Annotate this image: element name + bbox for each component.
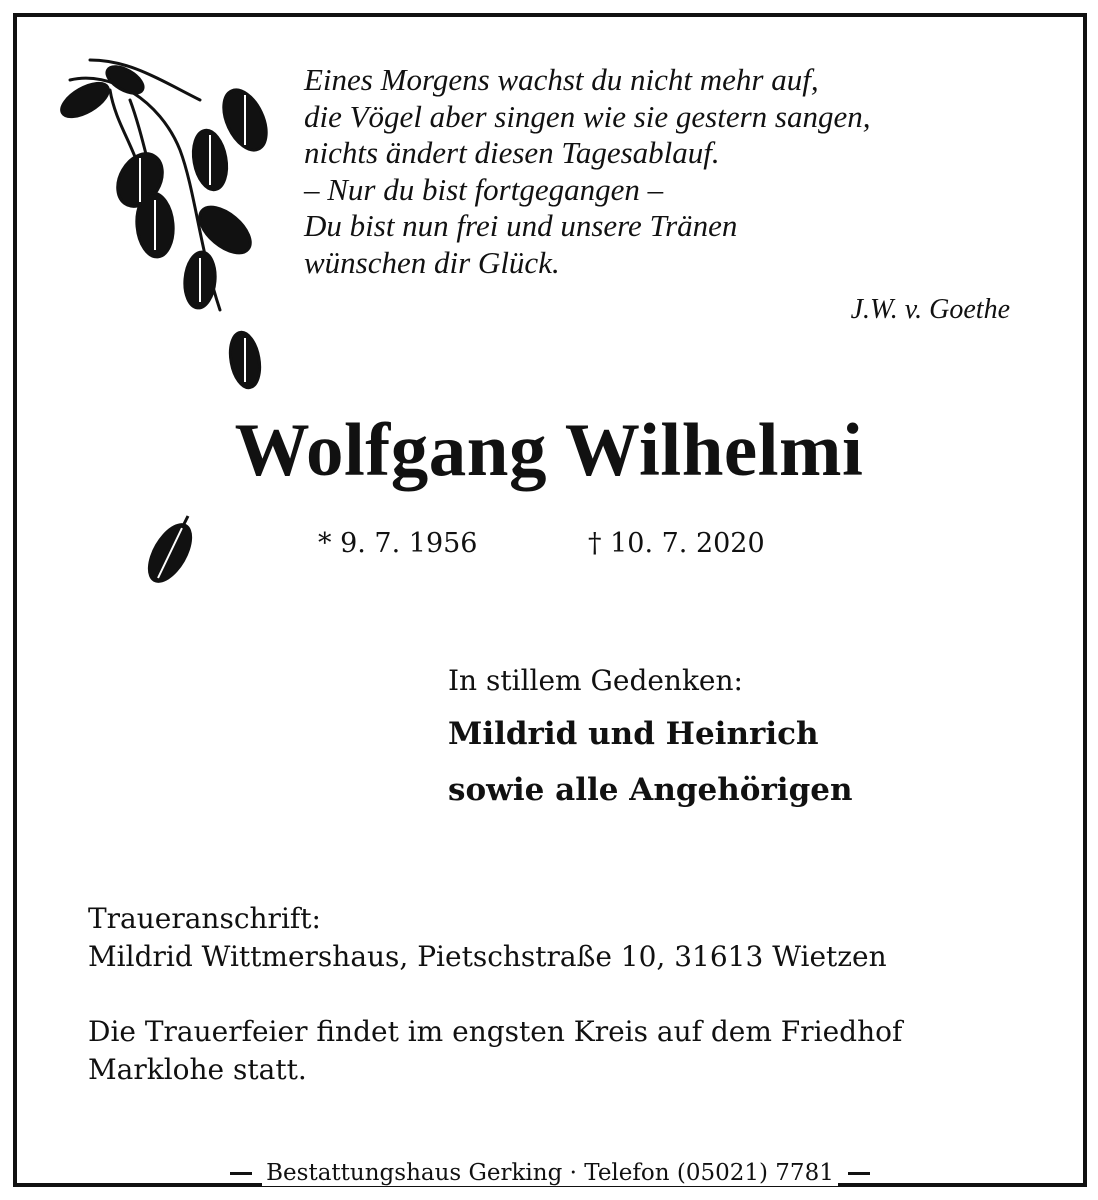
- ceremony-line: Marklohe statt.: [88, 1053, 307, 1086]
- mourners-relatives: sowie alle Angehörigen: [448, 772, 853, 808]
- funeral-home-contact: Bestattungshaus Gerking · Telefon (05021) 7781: [262, 1160, 838, 1186]
- death-date: † 10. 7. 2020: [588, 528, 765, 559]
- ceremony-info: [88, 1013, 902, 1089]
- poem-line: Du bist nun frei und unsere Tränen: [304, 208, 738, 243]
- poem: [304, 62, 1014, 281]
- poem-line: – Nur du bist fortgegangen –: [304, 171, 664, 207]
- poem-author: J.W. v. Goethe: [850, 294, 1010, 325]
- footer-rule-left: [230, 1172, 252, 1175]
- footer: [17, 1156, 1083, 1190]
- birth-date: * 9. 7. 1956: [318, 528, 478, 559]
- poem-line: Eines Morgens wachst du nicht mehr auf,: [304, 62, 819, 97]
- poem-line: wünschen dir Glück.: [304, 244, 560, 280]
- poem-line: die Vögel aber singen wie sie gestern sangen,: [304, 98, 871, 134]
- falling-leaf-icon: [140, 508, 200, 598]
- address-label: Traueranschrift:: [88, 902, 321, 935]
- footer-rule-right: [848, 1172, 870, 1175]
- mourning-address: [88, 900, 887, 976]
- deceased-name: Wolfgang Wilhelmi: [234, 409, 864, 492]
- leaf-branch-icon: [20, 40, 300, 440]
- poem-line: nichts ändert diesen Tagesablauf.: [304, 135, 720, 170]
- ceremony-line: Die Trauerfeier findet im engsten Kreis auf dem Friedhof: [88, 1015, 903, 1048]
- address-value: Mildrid Wittmershaus, Pietschstraße 10, 31613 Wietzen: [88, 940, 887, 973]
- memory-intro: In stillem Gedenken:: [448, 664, 743, 697]
- mourners-primary: Mildrid und Heinrich: [448, 716, 819, 752]
